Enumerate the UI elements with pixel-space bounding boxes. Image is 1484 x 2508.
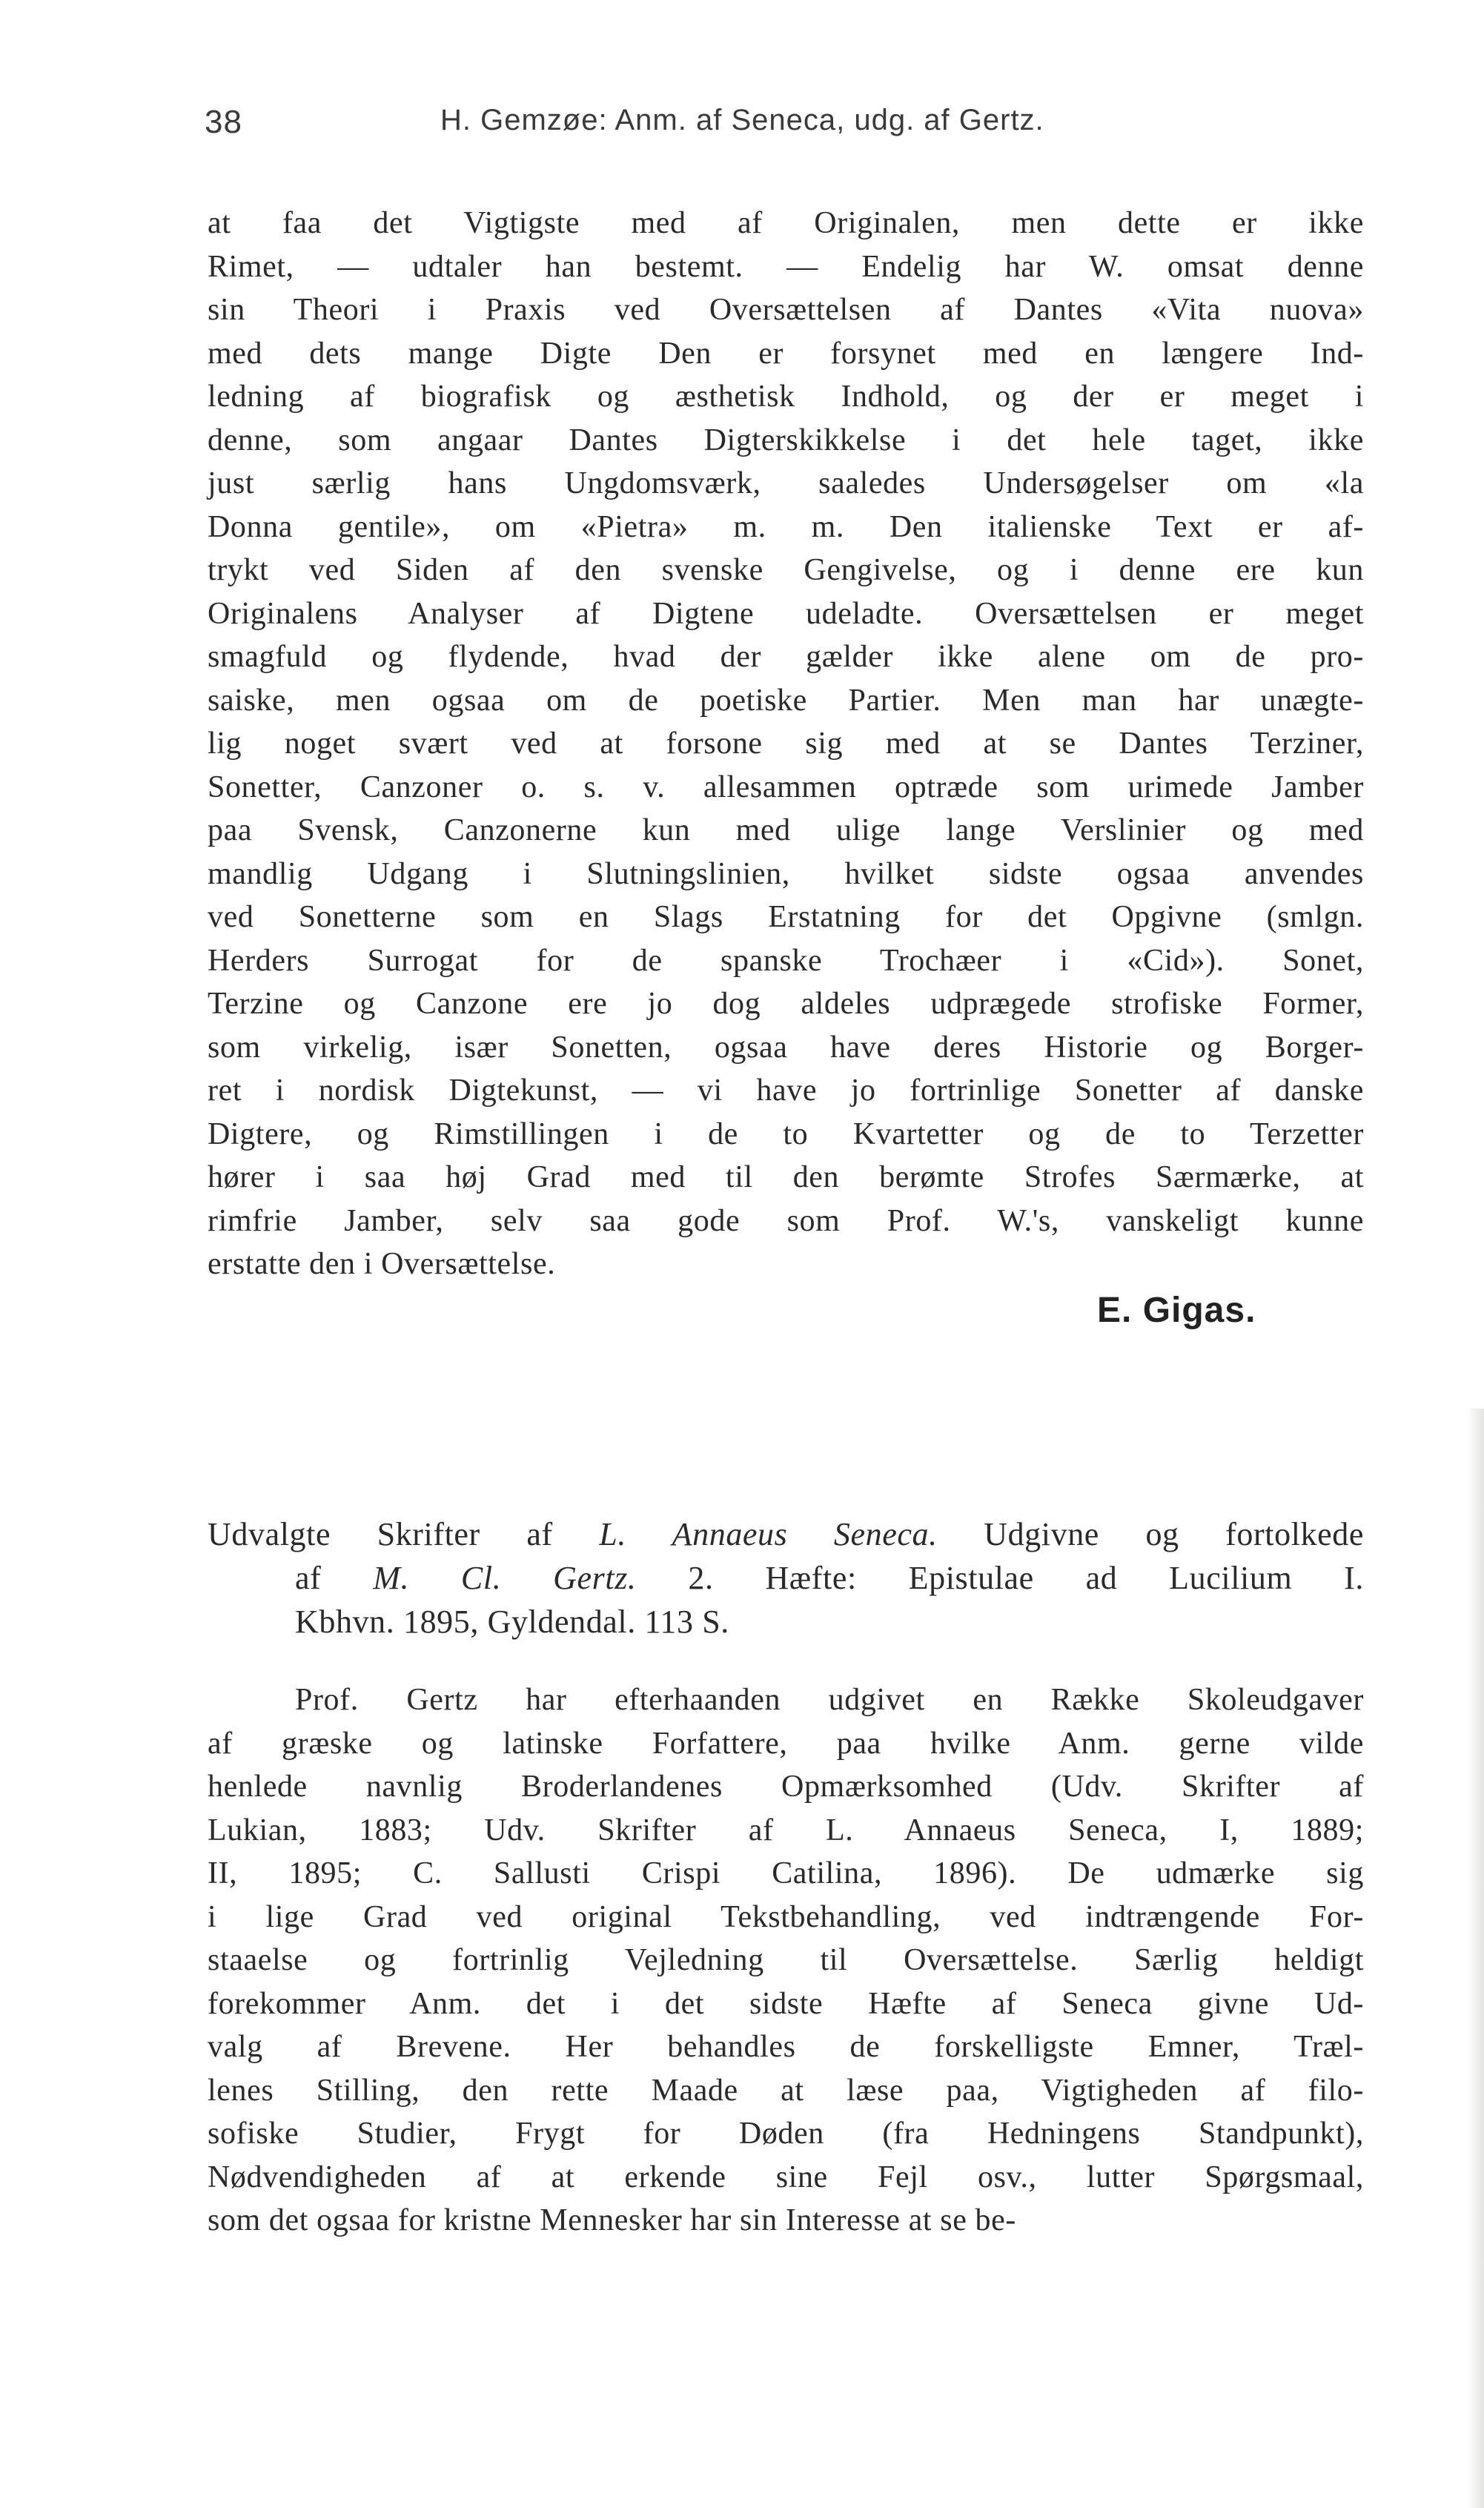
text-line: smagfuld og flydende, hvad der gælder ikke alene om de pro- [208,640,1364,674]
review-heading-line: af M. Cl. Gertz. 2. Hæfte: Epistulae ad Lucilium I. [295,1560,1364,1596]
review-heading-line: Udvalgte Skrifter af L. Annaeus Seneca. Udgivne og fortolkede [208,1516,1364,1552]
text-line: som virkelig, især Sonetten, ogsaa have deres Historie og Borger- [208,1030,1364,1065]
text-line: staaelse og fortrinlig Vejledning til Oversættelse. Særlig heldigt [208,1943,1364,1977]
text-line: lig noget svært ved at forsone sig med at se Dantes Terziner, [208,727,1364,761]
text-line: denne, som angaar Dantes Digterskikkelse i det hele taget, ikke [208,423,1364,457]
review-text [208,1678,1364,2243]
text-line: trykt ved Siden af den svenske Gengivelse, og i denne ere kun [208,553,1364,587]
text-line: forekommer Anm. det i det sidste Hæfte af Seneca givne Ud- [208,1986,1364,2021]
text-line: erstatte den i Oversættelse. [208,1247,556,1281]
page-number: 38 [205,104,242,140]
text-line: at faa det Vigtigste med af Originalen, men dette er ikke [208,206,1364,240]
text-line: Herders Surrogat for de spanske Trochæer i «Cid»). Sonet, [208,943,1364,978]
text-line: paa Svensk, Canzonerne kun med ulige lange Verslinier og med [208,813,1364,847]
text-line: sofiske Studier, Frygt for Døden (fra Hedningens Standpunkt), [208,2117,1364,2151]
reviewer-signature: E. Gigas. [1097,1291,1256,1330]
editor-name: M. Cl. Gertz. [373,1560,637,1596]
text-line: just særlig hans Ungdomsværk, saaledes Undersøgelser om «la [208,466,1364,500]
text-line: sin Theori i Praxis ved Oversættelsen af Dantes «Vita nuova» [208,293,1364,327]
text-line: Sonetter, Canzoner o. s. v. allesammen optræde som urimede Jamber [208,770,1364,804]
text-line: Digtere, og Rimstillingen i de to Kvartetter og de to Terzetter [208,1116,1364,1151]
text-line: ret i nordisk Digtekunst, — vi have jo fortrinlige Sonetter af danske [208,1073,1364,1108]
text-line: rimfrie Jamber, selv saa gode som Prof. W.'s, vanskeligt kunne [208,1203,1364,1238]
text-line: Rimet, — udtaler han bestemt. — Endelig har W. omsat denne [208,249,1364,284]
text-line: henlede navnlig Broderlandenes Opmærksomhed (Udv. Skrifter af [208,1770,1364,1804]
page-edge-shadow [1466,1409,1484,2508]
text-line: Originalens Analyser af Digtene udeladte. Oversættelsen er meget [208,596,1364,631]
text-line: Terzine og Canzone ere jo dog aldeles udprægede strofiske Former, [208,987,1364,1021]
text-line: af græske og latinske Forfattere, paa hvilke Anm. gerne vilde [208,1726,1364,1761]
text-line: ved Sonetterne som en Slags Erstatning for det Opgivne (smlgn. [208,900,1364,934]
text-line: hører i saa høj Grad med til den berømte Strofes Særmærke, at [208,1160,1364,1194]
author-name: L. Annaeus Seneca. [599,1516,938,1552]
text-line: mandlig Udgang i Slutningslinien, hvilket sidste ogsaa anvendes [208,856,1364,891]
text-line: Nødvendigheden af at erkende sine Fejl osv., lutter Spørgsmaal, [208,2160,1364,2194]
text-line: saiske, men ogsaa om de poetiske Partier. Men man har unægte- [208,683,1364,718]
text-line: som det ogsaa for kristne Mennesker har sin Interesse at se be- [208,2203,1016,2237]
running-head-title: H. Gemzøe: Anm. af Seneca, udg. af Gertz. [440,104,1044,136]
text-line: lenes Stilling, den rette Maade at læse paa, Vigtigheden af filo- [208,2073,1364,2108]
text-line: med dets mange Digte Den er forsynet med en længere Ind- [208,336,1364,371]
text-line: valg af Brevene. Her behandles de forskelligste Emner, Træl- [208,2030,1364,2064]
text-line: ledning af biografisk og æsthetisk Indhold, og der er meget i [208,380,1364,414]
text-line: i lige Grad ved original Tekstbehandling, ved indtrængende For- [208,1899,1364,1934]
text-line: II, 1895; C. Sallusti Crispi Catilina, 1896). De udmærke sig [208,1856,1364,1890]
text-line: Prof. Gertz har efterhaanden udgivet en Række Skoleudgaver [295,1683,1364,1717]
text-line: Lukian, 1883; Udv. Skrifter af L. Annaeus Seneca, I, 1889; [208,1813,1364,1847]
review-text-continued [208,202,1364,1286]
review-heading [208,1512,1364,1644]
review-heading-line: Kbhvn. 1895, Gyldendal. 113 S. [295,1604,729,1640]
running-head [205,104,1361,148]
text-line: Donna gentile», om «Pietra» m. m. Den italienske Text er af- [208,509,1364,544]
